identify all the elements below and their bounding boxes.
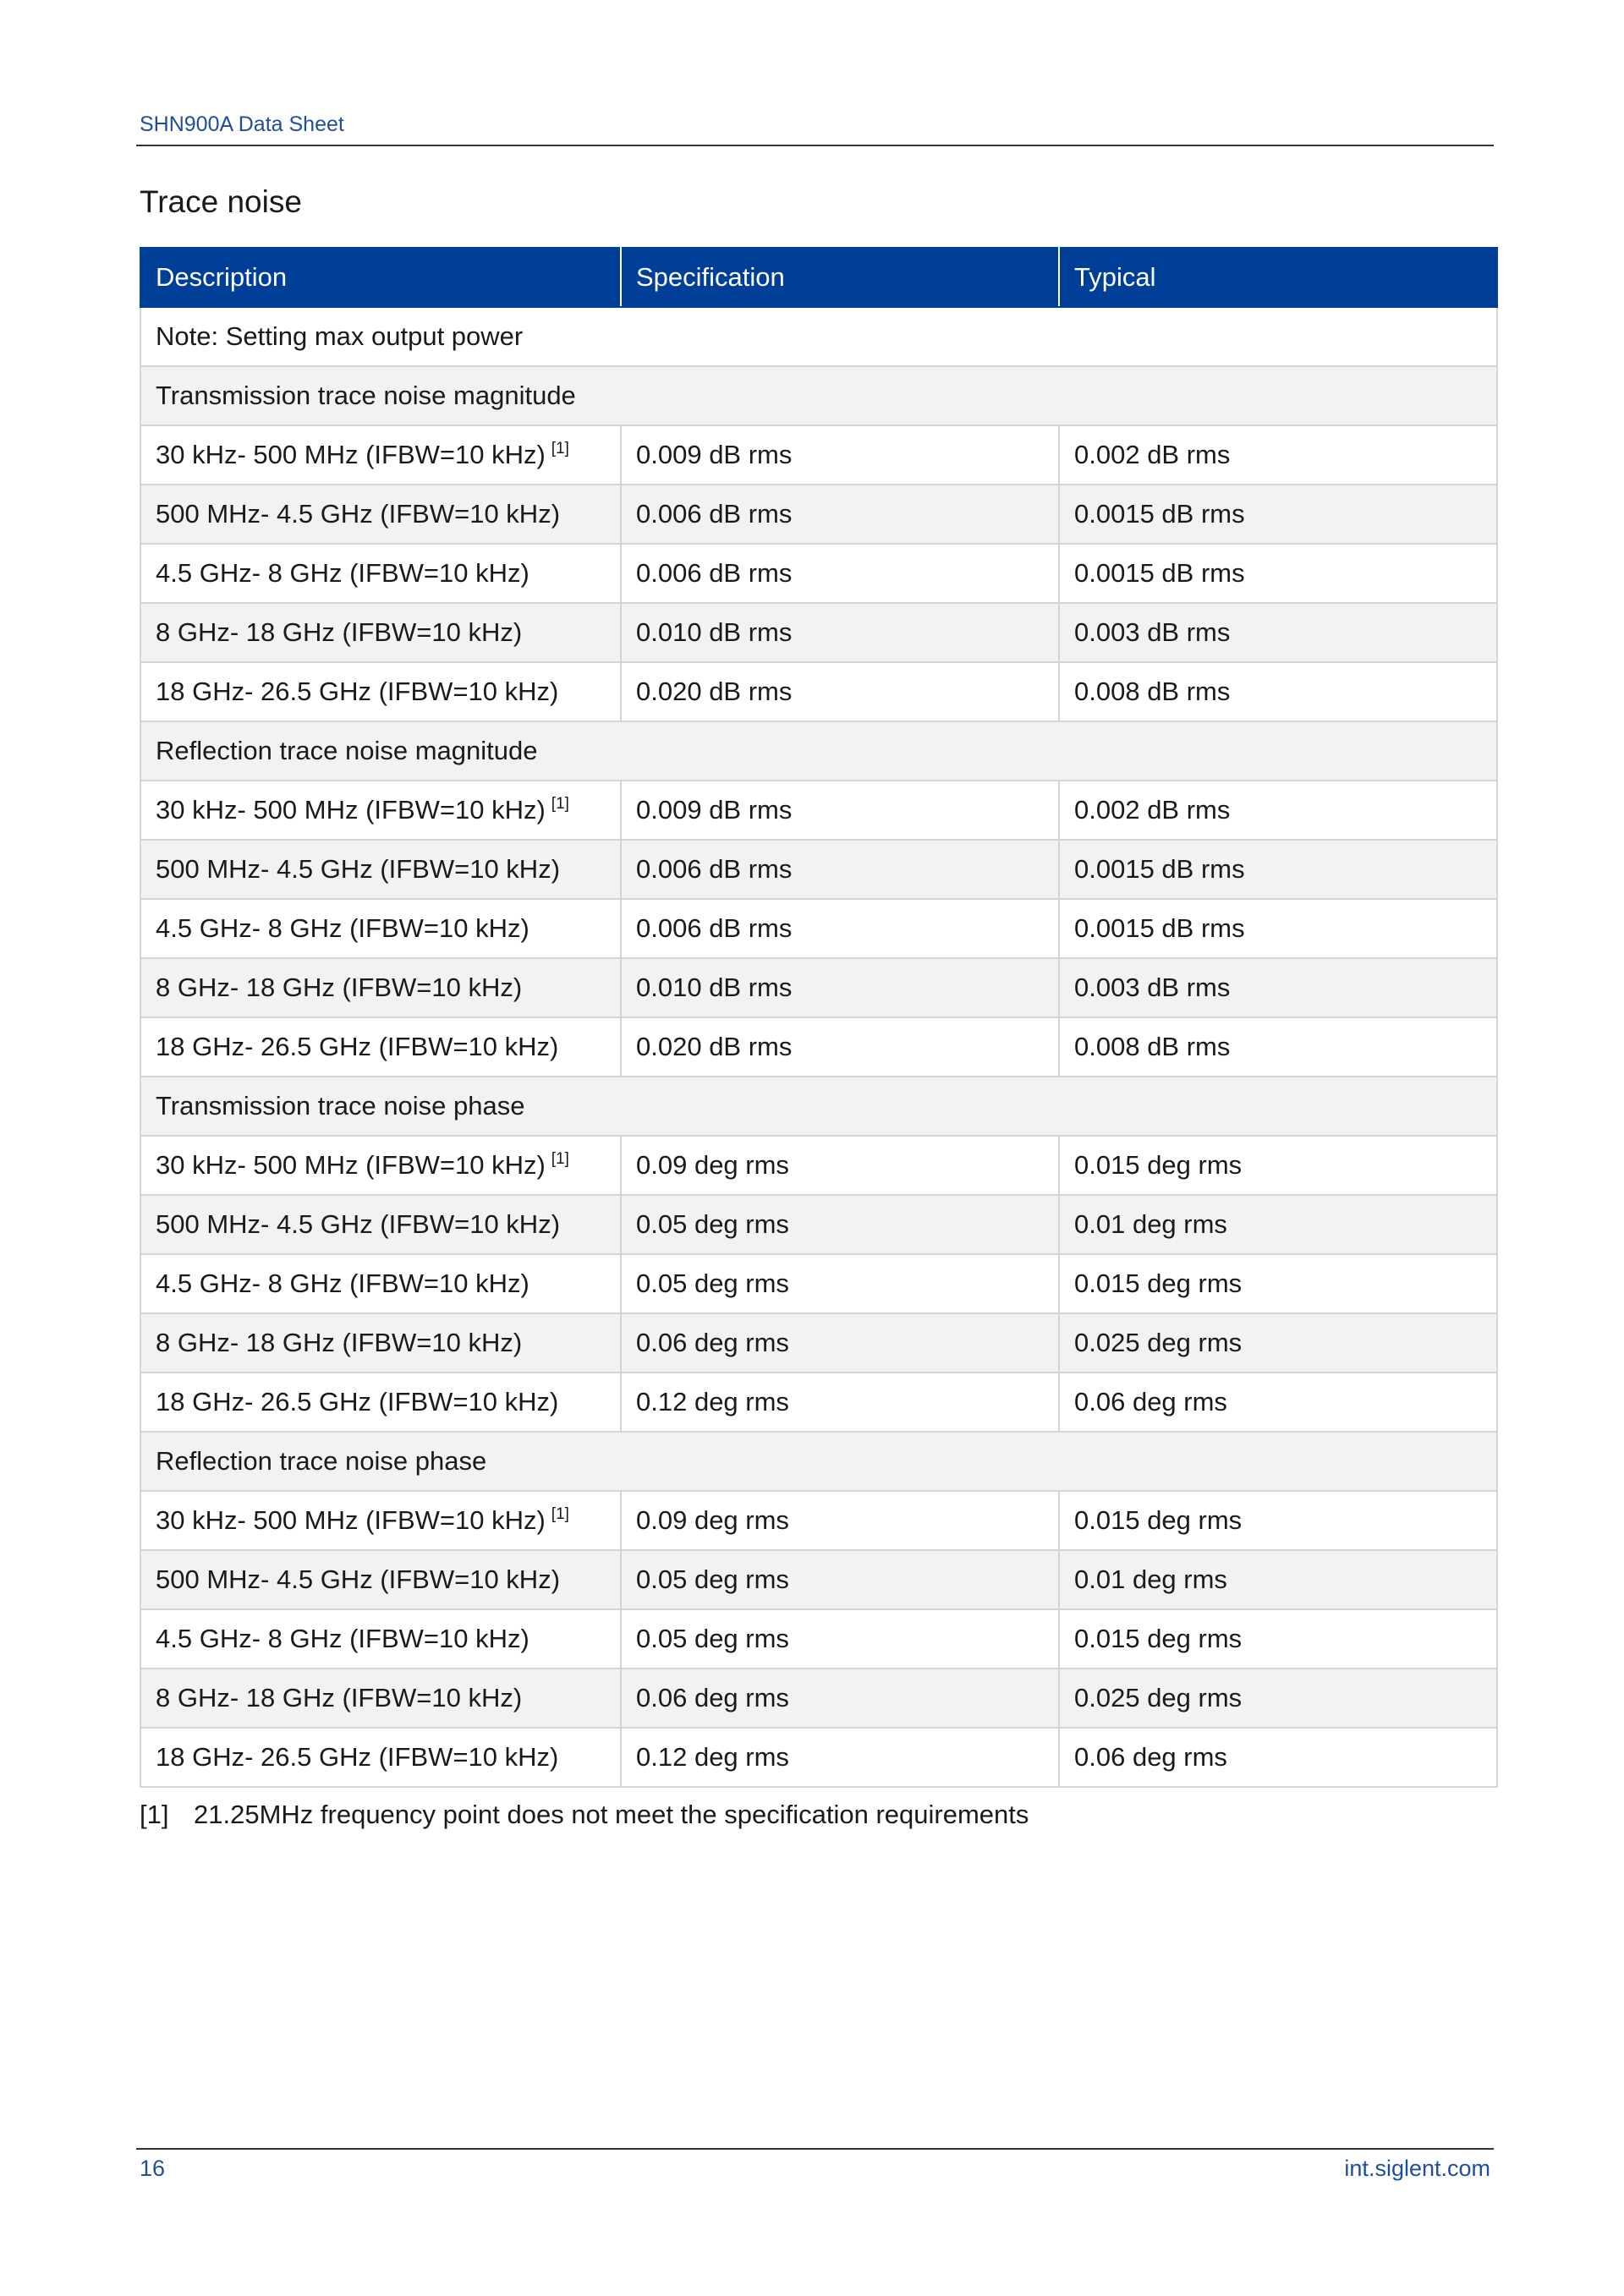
group-heading-row [140,366,1497,425]
table-row [140,1728,1497,1787]
description-cell [140,781,621,840]
table-row [140,840,1497,899]
typical-cell: 0.0015 dB rms [1059,840,1497,899]
specification-cell: 0.020 dB rms [621,662,1059,721]
description-text: 18 GHz- 26.5 GHz (IFBW=10 kHz) [156,677,559,706]
table-row [140,958,1497,1017]
typical-cell: 0.0015 dB rms [1059,544,1497,603]
specification-cell: 0.06 deg rms [621,1313,1059,1373]
typical-cell: 0.002 dB rms [1059,781,1497,840]
typical-cell: 0.015 deg rms [1059,1609,1497,1669]
specification-cell: 0.006 dB rms [621,485,1059,544]
group-heading-row [140,1077,1497,1136]
footnote-reference: [1] [551,1505,569,1523]
table-row [140,1017,1497,1077]
typical-cell: 0.003 dB rms [1059,603,1497,662]
typical-cell: 0.0015 dB rms [1059,485,1497,544]
typical-cell: 0.015 deg rms [1059,1491,1497,1550]
table-row [140,1254,1497,1313]
description-text: 4.5 GHz- 8 GHz (IFBW=10 kHz) [156,1269,529,1298]
table-row [140,1609,1497,1669]
description-text: 500 MHz- 4.5 GHz (IFBW=10 kHz) [156,1564,561,1594]
table-header [140,248,1497,307]
description-text: 30 kHz- 500 MHz (IFBW=10 kHz) [156,1150,546,1180]
description-cell [140,1491,621,1550]
description-cell [140,1669,621,1728]
description-text: 18 GHz- 26.5 GHz (IFBW=10 kHz) [156,1032,559,1061]
table-row [140,1550,1497,1609]
footnote [140,1800,1029,1830]
specification-cell: 0.12 deg rms [621,1728,1059,1787]
group-heading-row [140,721,1497,781]
description-text: 8 GHz- 18 GHz (IFBW=10 kHz) [156,1683,523,1712]
description-text: 8 GHz- 18 GHz (IFBW=10 kHz) [156,617,523,647]
description-text: 8 GHz- 18 GHz (IFBW=10 kHz) [156,1328,523,1357]
table-row [140,1313,1497,1373]
footnote-reference: [1] [551,440,569,458]
specification-cell: 0.009 dB rms [621,781,1059,840]
description-cell [140,1550,621,1609]
table-row [140,1136,1497,1195]
description-cell [140,899,621,958]
typical-cell: 0.015 deg rms [1059,1136,1497,1195]
table-header-row [140,248,1497,307]
table-row [140,1195,1497,1254]
specification-cell: 0.010 dB rms [621,958,1059,1017]
specification-cell: 0.12 deg rms [621,1373,1059,1432]
group-heading-cell: Transmission trace noise phase [140,1077,1497,1136]
typical-cell: 0.01 deg rms [1059,1195,1497,1254]
header-divider [136,145,1494,146]
note-cell: Note: Setting max output power [140,307,1497,366]
description-cell [140,840,621,899]
specification-cell: 0.09 deg rms [621,1491,1059,1550]
typical-cell: 0.008 dB rms [1059,662,1497,721]
description-text: 18 GHz- 26.5 GHz (IFBW=10 kHz) [156,1742,559,1772]
description-text: 500 MHz- 4.5 GHz (IFBW=10 kHz) [156,1209,561,1239]
footnote-reference: [1] [551,1150,569,1168]
group-heading-cell: Reflection trace noise phase [140,1432,1497,1491]
specification-cell: 0.06 deg rms [621,1669,1059,1728]
description-text: 30 kHz- 500 MHz (IFBW=10 kHz) [156,1505,546,1535]
description-cell [140,1728,621,1787]
footnote-mark: [1] [140,1800,169,1829]
specification-cell: 0.006 dB rms [621,840,1059,899]
group-heading-row [140,1432,1497,1491]
description-cell [140,1609,621,1669]
footer-divider [136,2148,1494,2150]
typical-cell: 0.002 dB rms [1059,425,1497,485]
description-cell [140,1254,621,1313]
column-header-description: Description [140,248,621,307]
typical-cell: 0.06 deg rms [1059,1373,1497,1432]
description-text: 500 MHz- 4.5 GHz (IFBW=10 kHz) [156,499,561,529]
specification-cell: 0.05 deg rms [621,1550,1059,1609]
description-text: 18 GHz- 26.5 GHz (IFBW=10 kHz) [156,1387,559,1417]
description-cell [140,603,621,662]
specification-cell: 0.05 deg rms [621,1254,1059,1313]
typical-cell: 0.01 deg rms [1059,1550,1497,1609]
specification-cell: 0.006 dB rms [621,544,1059,603]
description-cell [140,425,621,485]
typical-cell: 0.008 dB rms [1059,1017,1497,1077]
description-cell [140,1017,621,1077]
description-cell [140,1136,621,1195]
website-link[interactable]: int.siglent.com [1344,2156,1490,2181]
document-title: SHN900A Data Sheet [140,112,344,136]
table-row [140,1669,1497,1728]
specification-cell: 0.05 deg rms [621,1609,1059,1669]
typical-cell: 0.06 deg rms [1059,1728,1497,1787]
table-body [140,307,1497,1787]
spec-table [140,247,1498,1788]
table-row [140,899,1497,958]
description-text: 30 kHz- 500 MHz (IFBW=10 kHz) [156,440,546,469]
description-text: 4.5 GHz- 8 GHz (IFBW=10 kHz) [156,558,529,588]
description-cell [140,485,621,544]
table-row [140,781,1497,840]
description-text: 4.5 GHz- 8 GHz (IFBW=10 kHz) [156,1624,529,1653]
description-text: 500 MHz- 4.5 GHz (IFBW=10 kHz) [156,854,561,884]
note-row [140,307,1497,366]
description-cell [140,958,621,1017]
typical-cell: 0.025 deg rms [1059,1313,1497,1373]
table-row [140,662,1497,721]
description-cell [140,1313,621,1373]
description-cell [140,1373,621,1432]
description-cell [140,544,621,603]
specification-cell: 0.05 deg rms [621,1195,1059,1254]
table-row [140,425,1497,485]
table-row [140,1491,1497,1550]
specification-cell: 0.006 dB rms [621,899,1059,958]
typical-cell: 0.015 deg rms [1059,1254,1497,1313]
description-cell [140,662,621,721]
group-heading-cell: Transmission trace noise magnitude [140,366,1497,425]
table-row [140,544,1497,603]
section-title: Trace noise [140,184,302,219]
specification-cell: 0.009 dB rms [621,425,1059,485]
group-heading-cell: Reflection trace noise magnitude [140,721,1497,781]
typical-cell: 0.003 dB rms [1059,958,1497,1017]
specification-cell: 0.09 deg rms [621,1136,1059,1195]
page-number: 16 [140,2156,166,2181]
column-header-specification: Specification [621,248,1059,307]
description-text: 30 kHz- 500 MHz (IFBW=10 kHz) [156,795,546,825]
typical-cell: 0.025 deg rms [1059,1669,1497,1728]
column-header-typical: Typical [1059,248,1497,307]
table-row [140,485,1497,544]
footnote-reference: [1] [551,795,569,813]
description-text: 8 GHz- 18 GHz (IFBW=10 kHz) [156,973,523,1002]
typical-cell: 0.0015 dB rms [1059,899,1497,958]
specification-cell: 0.020 dB rms [621,1017,1059,1077]
description-text: 4.5 GHz- 8 GHz (IFBW=10 kHz) [156,913,529,943]
specification-cell: 0.010 dB rms [621,603,1059,662]
table-row [140,1373,1497,1432]
footnote-text: 21.25MHz frequency point does not meet the specification requirements [194,1800,1029,1829]
description-cell [140,1195,621,1254]
table-row [140,603,1497,662]
